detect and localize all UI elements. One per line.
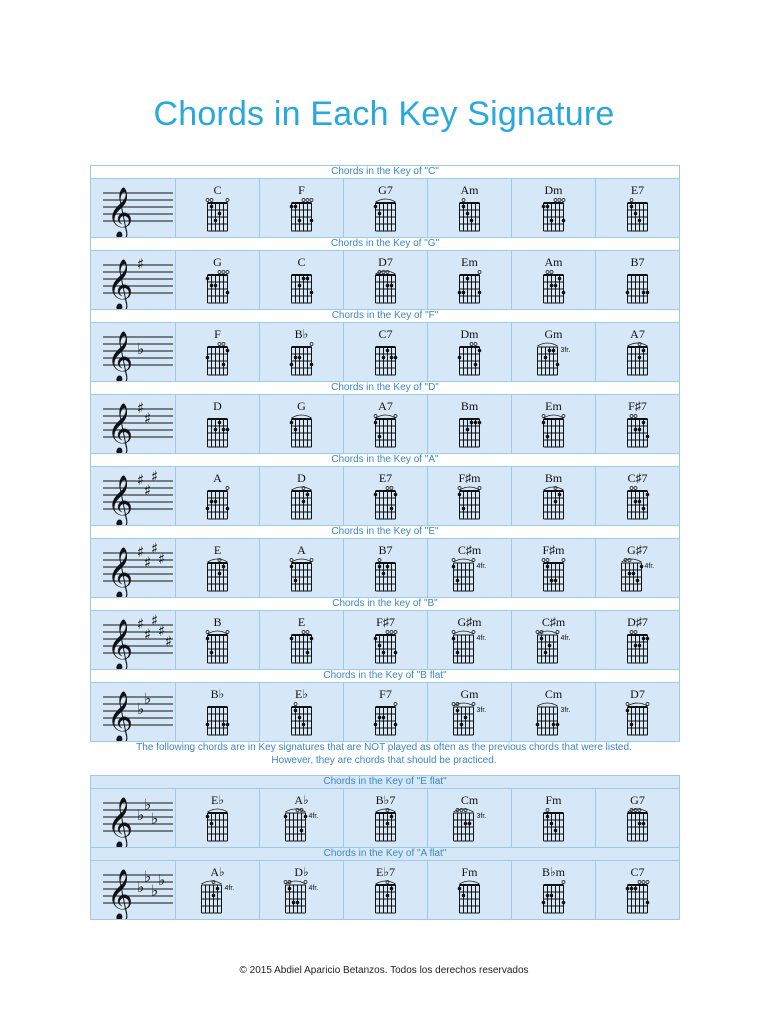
chord-cell <box>176 179 260 237</box>
key-chord-row <box>91 789 679 848</box>
key-section-header: Chords in the Key of "D" <box>91 382 679 395</box>
fret-position-label: 3fr. <box>560 347 571 354</box>
staff-with-key-signature <box>91 539 175 597</box>
flat-icon: ♭ <box>137 878 145 896</box>
practice-note-line-1: The following chords are in Key signatures that are NOT played as often as the previous chords that were listed. <box>136 742 632 753</box>
chord-cell <box>512 611 596 669</box>
chord-name: B♭ <box>210 687 225 701</box>
chord-cell <box>428 251 512 309</box>
chord-cell <box>596 611 679 669</box>
chord-cell <box>344 861 428 919</box>
chord-name: Dm <box>460 327 479 341</box>
sharp-icon: ♯ <box>158 622 166 640</box>
key-signature-staff <box>91 467 176 525</box>
sharp-icon: ♯ <box>137 543 145 561</box>
chord-name: G♯7 <box>627 543 648 557</box>
chord-name: G7 <box>630 793 645 807</box>
chord-cell <box>344 467 428 525</box>
sharp-icon: ♯ <box>151 467 159 486</box>
key-signature-staff <box>91 395 176 453</box>
chord-cell <box>344 395 428 453</box>
chord-cell <box>344 179 428 237</box>
key-signature-staff <box>91 251 176 309</box>
chord-name: A <box>213 471 222 485</box>
chord-name: C♯m <box>541 615 566 629</box>
flat-icon: ♭ <box>137 806 145 824</box>
flat-icon: ♭ <box>137 340 145 358</box>
chord-name: C♯m <box>457 543 482 557</box>
sharp-icon: ♯ <box>158 550 166 568</box>
chord-cell <box>512 395 596 453</box>
chord-cell <box>344 539 428 597</box>
chord-name: F7 <box>379 687 392 701</box>
chord-cell <box>428 467 512 525</box>
chord-cell <box>596 395 679 453</box>
sharp-icon: ♯ <box>165 632 173 651</box>
chord-cell <box>260 395 344 453</box>
main-chord-table <box>90 165 680 742</box>
chord-name: B <box>213 615 222 629</box>
chord-name: Em <box>545 399 562 413</box>
flat-icon: ♭ <box>144 795 152 814</box>
sharp-icon: ♯ <box>137 399 145 417</box>
fret-position-label: 4fr. <box>308 813 319 820</box>
chord-name: Em <box>461 255 478 269</box>
chord-cell <box>260 467 344 525</box>
chord-cell <box>428 395 512 453</box>
chord-name: Gm <box>544 327 563 341</box>
fret-position-label: 3fr. <box>476 707 487 714</box>
key-signature-staff <box>91 789 176 847</box>
chord-name: D <box>297 471 306 485</box>
chord-name: F <box>214 327 221 341</box>
chord-cell <box>176 611 260 669</box>
chord-cell <box>512 861 596 919</box>
chord-cell <box>596 179 679 237</box>
chord-cell <box>428 611 512 669</box>
chord-cell <box>176 395 260 453</box>
chord-cell <box>596 323 679 381</box>
chord-name: Am <box>460 183 479 197</box>
chord-name: C♯7 <box>627 471 648 485</box>
chord-name: G <box>297 399 306 413</box>
treble-clef-icon: 𝄞 <box>107 475 134 525</box>
sharp-icon: ♯ <box>151 611 159 630</box>
key-signature-staff <box>91 539 176 597</box>
copyright-footer: © 2015 Abdiel Aparicio Betanzos. Todos los derechos reservados <box>239 965 529 976</box>
chord-cell <box>260 179 344 237</box>
chord-name: A♭ <box>210 865 225 879</box>
flat-icon: ♭ <box>158 871 166 889</box>
treble-clef-icon: 𝄞 <box>107 187 134 237</box>
chord-name: E♭ <box>295 687 308 701</box>
key-section-header: Chords in the Key of "E flat" <box>91 776 679 789</box>
chord-cell <box>428 861 512 919</box>
sharp-icon: ♯ <box>151 539 159 558</box>
treble-clef-icon: 𝄞 <box>107 403 134 453</box>
chord-name: Fm <box>545 793 562 807</box>
staff-with-key-signature <box>91 323 175 381</box>
fret-position-label: 4fr. <box>476 563 487 570</box>
treble-clef-icon: 𝄞 <box>107 869 134 919</box>
chord-cell <box>512 251 596 309</box>
chord-cell <box>428 179 512 237</box>
chord-name: Cm <box>544 687 563 701</box>
chord-cell <box>260 789 344 847</box>
key-chord-row <box>91 683 679 741</box>
chord-name: Gm <box>460 687 479 701</box>
chord-cell <box>512 789 596 847</box>
chord-name: B♭ <box>294 327 309 341</box>
chord-cell <box>512 683 596 741</box>
key-signature-staff <box>91 179 176 237</box>
chord-name: D7 <box>378 255 393 269</box>
chord-name: B7 <box>378 543 393 557</box>
key-section-header: Chords in the Key of "E" <box>91 526 679 539</box>
treble-clef-icon: 𝄞 <box>107 797 134 847</box>
key-chord-row <box>91 251 679 310</box>
chord-name: E♭ <box>211 793 224 807</box>
chord-name: Fm <box>461 865 478 879</box>
chord-name: D7 <box>630 687 645 701</box>
chord-cell <box>344 251 428 309</box>
practice-note-line-2: However, they are chords that should be practiced. <box>271 755 497 766</box>
chord-cell <box>596 467 679 525</box>
chord-cell <box>260 251 344 309</box>
chord-name: E7 <box>378 471 393 485</box>
chord-name: A7 <box>630 327 645 341</box>
fret-position-label: 4fr. <box>224 885 235 892</box>
chord-name: F♯7 <box>376 615 395 629</box>
chord-name: Dm <box>544 183 563 197</box>
chord-cell <box>176 683 260 741</box>
chord-name: D <box>213 399 222 413</box>
chord-name: Am <box>544 255 563 269</box>
chord-cell <box>260 683 344 741</box>
chord-cell <box>596 251 679 309</box>
staff-with-key-signature <box>91 467 175 525</box>
chord-name: C <box>297 255 306 269</box>
chord-name: Bm <box>544 471 563 485</box>
chord-cell <box>260 611 344 669</box>
chord-name: C7 <box>630 865 645 879</box>
chord-cell <box>260 323 344 381</box>
chord-cell <box>596 789 679 847</box>
sharp-icon: ♯ <box>137 471 145 489</box>
chord-cell <box>596 861 679 919</box>
chord-cell <box>428 323 512 381</box>
key-signature-staff <box>91 611 176 669</box>
chord-cell <box>176 251 260 309</box>
chord-cell <box>512 467 596 525</box>
treble-clef-icon: 𝄞 <box>107 619 134 669</box>
chord-name: B♭7 <box>375 793 396 807</box>
chord-cell <box>260 861 344 919</box>
chord-name: E <box>297 615 306 629</box>
key-chord-row <box>91 467 679 526</box>
staff-with-key-signature <box>91 611 175 669</box>
flat-icon: ♭ <box>151 809 159 828</box>
chord-name: B♭m <box>542 865 565 879</box>
chord-name: B7 <box>630 255 645 269</box>
fret-position-label: 4fr. <box>476 635 487 642</box>
chord-name: E♭7 <box>376 865 395 879</box>
key-section-header: Chords in the Key of "A" <box>91 454 679 467</box>
chord-cell <box>176 789 260 847</box>
chord-name: A7 <box>378 399 393 413</box>
chord-name: G <box>213 255 222 269</box>
key-section-header: Chords in the key of "B" <box>91 598 679 611</box>
key-chord-row <box>91 611 679 670</box>
fret-position-label: 4fr. <box>308 885 319 892</box>
chord-cell <box>596 683 679 741</box>
extra-chord-table <box>90 775 680 920</box>
chord-cell <box>176 861 260 919</box>
key-section-header: Chords in the Key of "C" <box>91 166 679 179</box>
chord-name: C <box>213 183 222 197</box>
chord-cell <box>512 539 596 597</box>
chord-name: F♯m <box>458 471 481 485</box>
sharp-icon: ♯ <box>137 615 145 633</box>
fret-position-label: 4fr. <box>644 563 655 570</box>
chord-name: A♭ <box>294 793 309 807</box>
key-section-header: Chords in the Key of "B flat" <box>91 670 679 683</box>
key-chord-row <box>91 539 679 598</box>
chord-name: Bm <box>460 399 479 413</box>
chord-cell <box>176 323 260 381</box>
key-chord-row <box>91 861 679 919</box>
chord-cell <box>512 179 596 237</box>
chord-cell <box>428 789 512 847</box>
staff-with-key-signature <box>91 683 175 741</box>
key-section-header: Chords in the Key of "F" <box>91 310 679 323</box>
staff-with-key-signature <box>91 861 175 919</box>
sharp-icon: ♯ <box>144 481 152 500</box>
chord-cell <box>176 467 260 525</box>
fret-position-label: 4fr. <box>560 635 571 642</box>
chord-cell <box>260 539 344 597</box>
key-signature-staff <box>91 323 176 381</box>
chord-cell <box>428 683 512 741</box>
chord-cell <box>344 611 428 669</box>
page-title: Chords in Each Key Signature <box>153 95 615 133</box>
chord-cell <box>344 789 428 847</box>
sharp-icon: ♯ <box>144 409 152 428</box>
key-signature-staff <box>91 861 176 919</box>
flat-icon: ♭ <box>137 700 145 718</box>
key-section-header: Chords in the Key of "A flat" <box>91 848 679 861</box>
practice-note <box>0 741 768 767</box>
treble-clef-icon: 𝄞 <box>107 547 134 597</box>
key-chord-row <box>91 323 679 382</box>
chord-name: E <box>213 543 222 557</box>
chord-name: F♯7 <box>628 399 647 413</box>
chord-name: D♯7 <box>627 615 648 629</box>
chord-name: F <box>298 183 305 197</box>
treble-clef-icon: 𝄞 <box>107 691 134 741</box>
chord-cell <box>428 539 512 597</box>
chord-name: G♯m <box>457 615 482 629</box>
treble-clef-icon: 𝄞 <box>107 259 134 309</box>
chord-cell <box>344 683 428 741</box>
staff-with-key-signature <box>91 789 175 847</box>
sharp-icon: ♯ <box>144 625 152 644</box>
key-chord-row <box>91 179 679 238</box>
chord-name: E7 <box>630 183 645 197</box>
chord-name: F♯m <box>542 543 565 557</box>
chord-name: Cm <box>460 793 479 807</box>
staff-with-key-signature <box>91 179 175 237</box>
sharp-icon: ♯ <box>144 553 152 572</box>
chord-cell <box>512 323 596 381</box>
chord-name: C7 <box>378 327 393 341</box>
fret-position-label: 3fr. <box>560 707 571 714</box>
fret-position-label: 3fr. <box>476 813 487 820</box>
flat-icon: ♭ <box>151 881 159 900</box>
treble-clef-icon: 𝄞 <box>107 331 134 381</box>
key-section-header: Chords in the Key of "G" <box>91 238 679 251</box>
chord-cell <box>596 539 679 597</box>
key-chord-row <box>91 395 679 454</box>
flat-icon: ♭ <box>144 867 152 886</box>
chord-cell <box>176 539 260 597</box>
flat-icon: ♭ <box>144 689 152 708</box>
chord-name: D♭ <box>294 865 309 879</box>
staff-with-key-signature <box>91 251 175 309</box>
chord-name: G7 <box>378 183 393 197</box>
staff-with-key-signature <box>91 395 175 453</box>
key-signature-staff <box>91 683 176 741</box>
chord-cell <box>344 323 428 381</box>
chord-name: A <box>297 543 306 557</box>
sharp-icon: ♯ <box>137 255 145 273</box>
